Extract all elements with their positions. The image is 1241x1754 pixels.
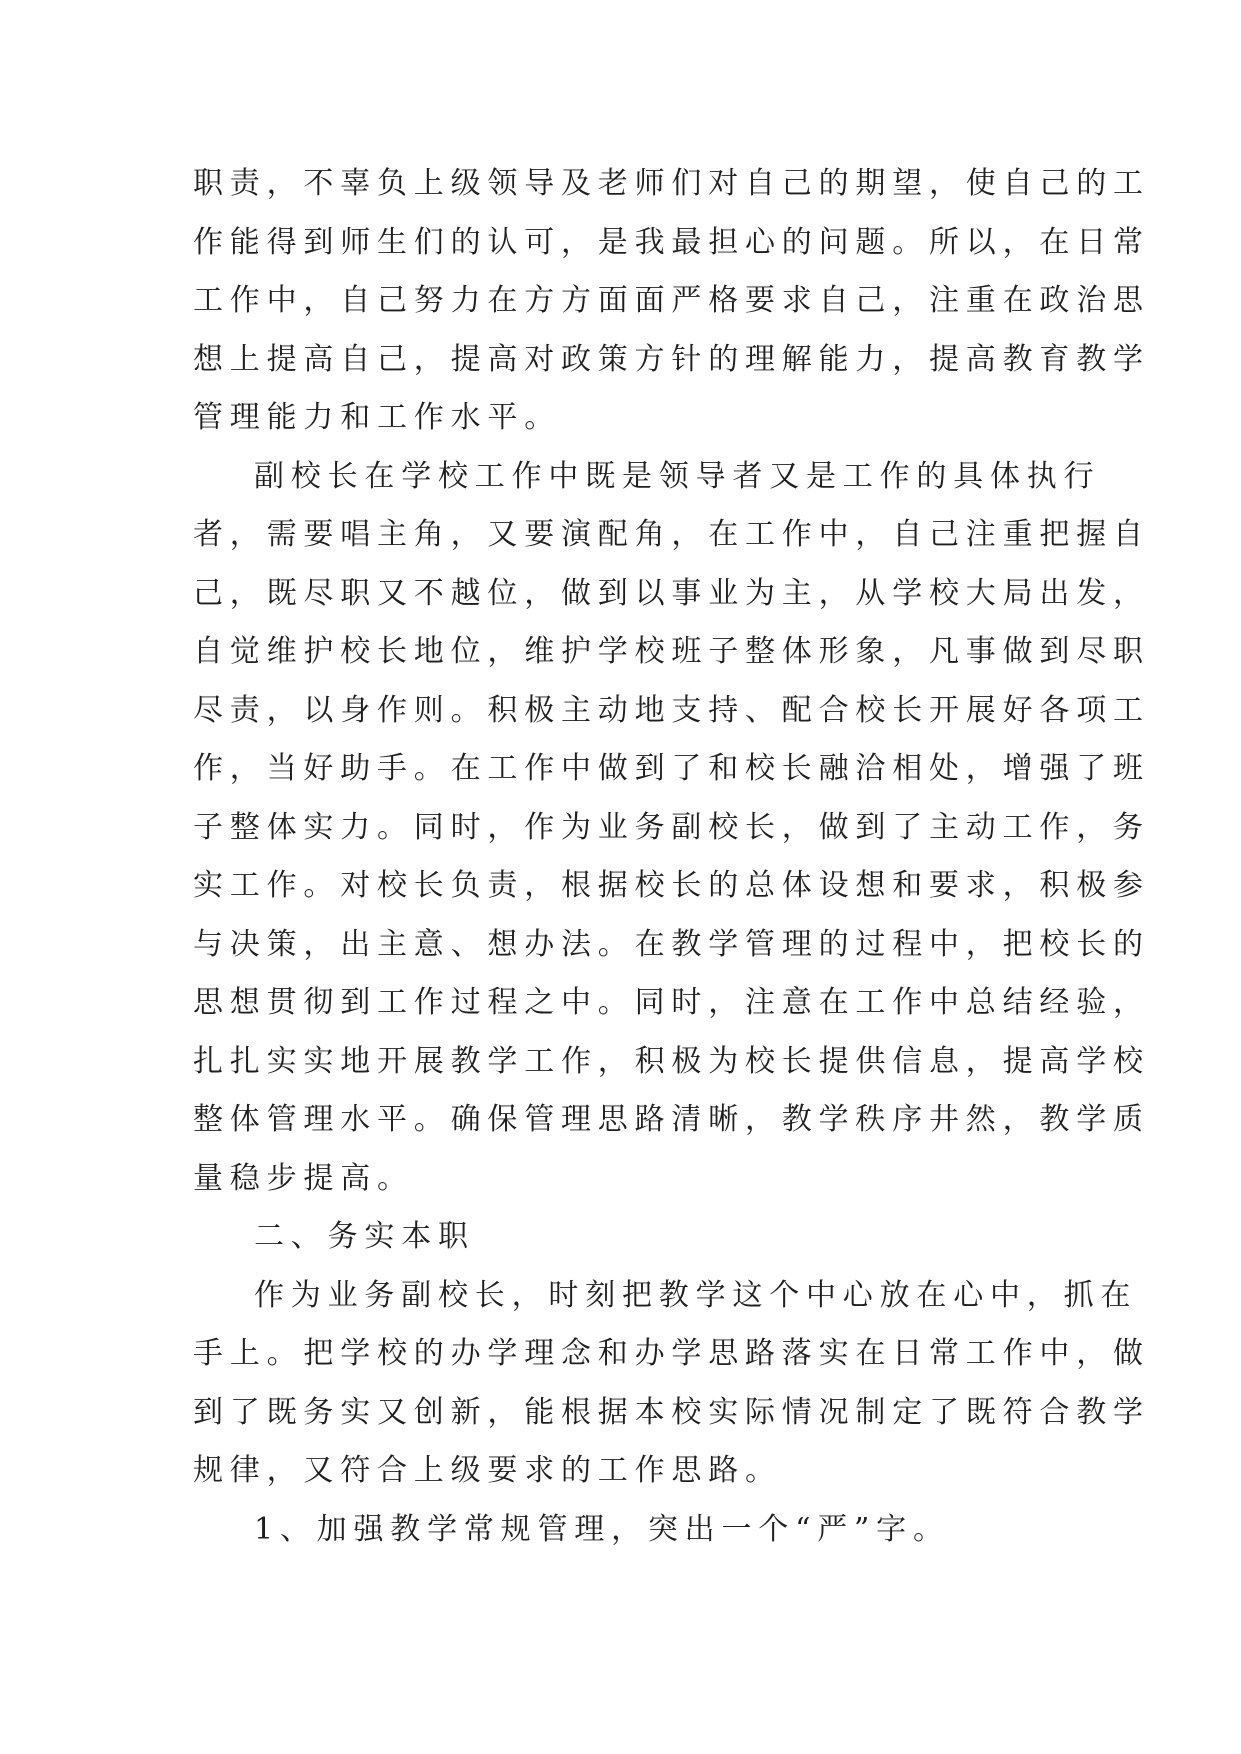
paragraph-first-line: 副校长在学校工作中既是领导者又是工作的具体执行: [254, 458, 1101, 494]
body-text-line: 作，当好助手。在工作中做到了和校长融洽相处，增强了班: [193, 751, 1150, 786]
document-body: [193, 155, 1150, 1559]
body-text-line: 与决策，出主意、想办法。在教学管理的过程中，把校长的: [193, 926, 1150, 962]
body-text-line: 职责，不辜负上级领导及老师们对自己的期望，使自己的工: [193, 166, 1150, 201]
body-text-line: 尽责，以身作则。积极主动地支持、配合校长开展好各项工: [193, 692, 1150, 728]
body-text-line: 扎扎实实地开展教学工作，积极为校长提供信息，提高学校: [193, 1043, 1150, 1079]
body-text-line: 己，既尽职又不越位，做到以事业为主，从学校大局出发，: [193, 575, 1150, 611]
body-text-line: 自觉维护校长地位，维护学校班子整体形象，凡事做到尽职: [193, 634, 1150, 669]
body-text-line: 管理能力和工作水平。: [193, 400, 561, 435]
paragraph-first-line: 作为业务副校长，时刻把教学这个中心放在心中，抓在: [254, 1277, 1138, 1313]
section-heading: 二、务实本职: [254, 1219, 475, 1254]
body-text-line: 量稳步提高。: [193, 1160, 414, 1196]
numbered-item-heading: 1、加强教学常规管理，突出一个“严”字。: [254, 1511, 950, 1547]
body-text-line: 实工作。对校长负责，根据校长的总体设想和要求，积极参: [193, 868, 1150, 903]
body-text-line: 者，需要唱主角，又要演配角，在工作中，自己注重把握自: [193, 517, 1150, 552]
body-text-line: 工作中，自己努力在方方面面严格要求自己，注重在政治思: [193, 283, 1150, 318]
body-text-line: 作能得到师生们的认可，是我最担心的问题。所以，在日常: [193, 224, 1150, 260]
body-text-line: 子整体实力。同时，作为业务副校长，做到了主动工作，务: [193, 809, 1150, 845]
body-text-line: 思想贯彻到工作过程之中。同时，注意在工作中总结经验，: [193, 985, 1150, 1020]
body-text-line: 到了既务实又创新，能根据本校实际情况制定了既符合教学: [193, 1394, 1150, 1430]
body-text-line: 手上。把学校的办学理念和办学思路落实在日常工作中，做: [193, 1336, 1150, 1371]
body-text-line: 想上提高自己，提高对政策方针的理解能力，提高教育教学: [193, 341, 1150, 377]
body-text-line: 整体管理水平。确保管理思路清晰，教学秩序井然，教学质: [193, 1102, 1150, 1137]
body-text-line: 规律，又符合上级要求的工作思路。: [193, 1453, 782, 1488]
